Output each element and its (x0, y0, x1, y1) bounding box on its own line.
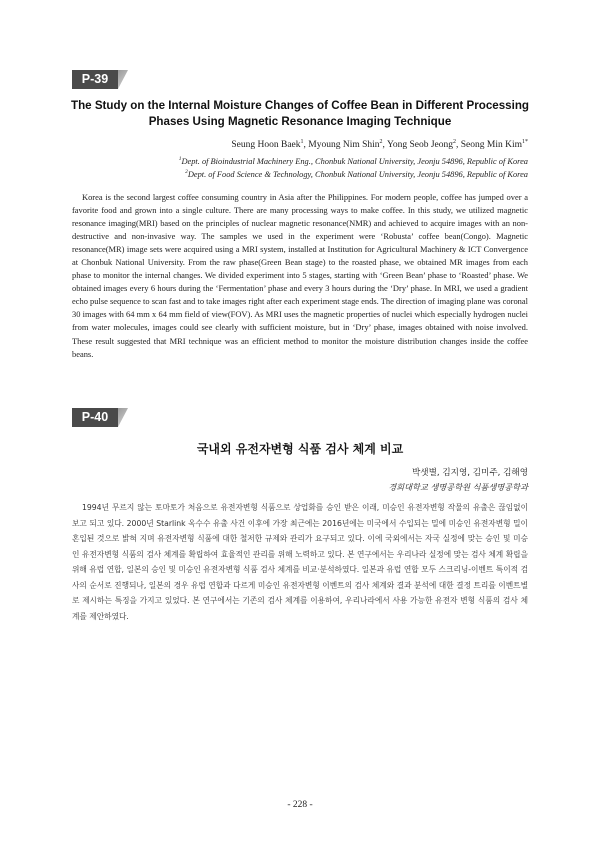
affiliation-1 (179, 156, 528, 166)
affiliation-2 (185, 169, 528, 179)
author-sup: 1* (522, 139, 528, 145)
author: Seong Min Kim (460, 140, 522, 151)
paper-title: The Study on the Internal Moisture Changes of Coffee Bean in Different Processing Phases Using Magnetic Resonance Imaging Technique (70, 99, 529, 128)
author: Seung Hoon Baek (231, 140, 301, 151)
abstract-number-badge: P-39 (72, 70, 118, 89)
abstract-body: Korea is the second largest coffee consuming country in Asia after the Philippines. For modern people, coffee has jumped over a favorite food and grown into a single culture. There are many processing ways to make coffee. In this study, we utilized magnetic resonance imaging(MRI) based on the principles of nuclear magnetic resonance(NMR) and achieved to acquire images with an non-destructive and non-invasive way. The samples we used in the experiment were ‘Robusta’ coffee bean(Congo). Magnetic resonance(MR) image sets were acquired using a MRI system, installed at Institution for Agricultural Machinery & ICT Convergence at Chonbuk National University. From the raw phase(Green Bean stage) to the roasted phase, we obtained MR images from each phase to monitor the internal changes. We divided experiment into 5 stages, starting with ‘Green Bean’ phase to ‘Roasted’ phase. We obtained images every 6 hours during the ‘Fermentation’ phase and every 3 hours during the ‘Dry’ phase. In MRI, we used a gradient echo pulse sequence to scan fast and to take images right after each experiment stage ends. The direction of imaging plane was coronal 30 images with 64 mm x 64 mm field of view(FOV). As MRI uses the magnetic properties of nuclei which especially hydrogen nuclei from water molecules, images could see clearly with sufficient moisture, but in ‘Dry’ phase, images obtained with noise involved. These result suggested that MRI technique was an efficient method to monitor the moisture distribution changes inside the coffee beans. (72, 192, 528, 359)
abstract-body: 1994년 무르지 않는 토마토가 처음으로 유전자변형 식품으로 상업화를 승인 받은 이래, 미승인 유전자변형 작물의 유출은 끊임없이 보고 되고 있다. 2000년 Starlink 옥수수 유출 사건 이후에 가장 최근에는 2016년에는 미국에서 수입되는 밀에 미승인 유전자변형 밀이 혼입된 것으로 밝혀 지며 유전자변형 식품에 대한 철저한 규제와 관리가 요구되고 있다. 이에 국외에서는 자국 실정에 맞는 승인 및 미승인 유전자변형 식품의 검사 체계를 확립하여 효율적인 관리를 위해 노력하고 있다. 본 연구에서는 우리나라 실정에 맞는 검사 체계 확립을 위해 유럽 연합, 일본의 승인 및 미승인 유전자변형 식품 검사 체계를 비교·분석하였다. 일본과 유럽 연합 모두 스크리닝-이벤트 특이적 검사의 순서로 진행되나, 일본의 경우 유럽 연합과 다르게 미승인 유전자변형 이벤트의 검사 체계와 결과 분석에 대한 결정 트리를 이벤트별로 제시하는 특징을 가지고 있었다. 본 연구에서는 기존의 검사 체계를 이용하여, 우리나라에서 사용 가능한 유전자 변형 식품의 검사 체계를 제안하였다. (72, 503, 528, 621)
affiliation-sup: 1 (178, 156, 182, 162)
author-list: Seung Hoon Baek$^1$, Myoung Nim Shin$^2$, Yong Seob Jeong$^2$, Seong Min Kim$^{1*}$ (231, 139, 528, 151)
affiliation: 경희대학교 생명공학원 식품생명공학과 (388, 482, 528, 492)
page-number: - 228 - (287, 800, 313, 810)
author: Yong Seob Jeong (386, 140, 454, 151)
author-sup: 1 (300, 139, 304, 145)
affiliation-text: Dept. of Food Science & Technology, Chonbuk National University, Jeonju 54896, Republic of Korea (187, 169, 528, 179)
author-list: 박샛별, 김지영, 김미주, 김해영 (411, 468, 528, 478)
affiliation-sup: 2 (185, 169, 188, 175)
paper-title: 국내외 유전자변형 식품 검사 체계 비교 (196, 442, 404, 456)
author-sup: 2 (379, 139, 383, 145)
abstract-number-badge: P-40 (72, 408, 118, 427)
author: Myoung Nim Shin (308, 140, 380, 151)
affiliation-text: Dept. of Bioindustrial Machinery Eng., Chonbuk National University, Jeonju 54896, Republic of Korea (181, 156, 528, 166)
author-sup: 2 (453, 139, 457, 145)
